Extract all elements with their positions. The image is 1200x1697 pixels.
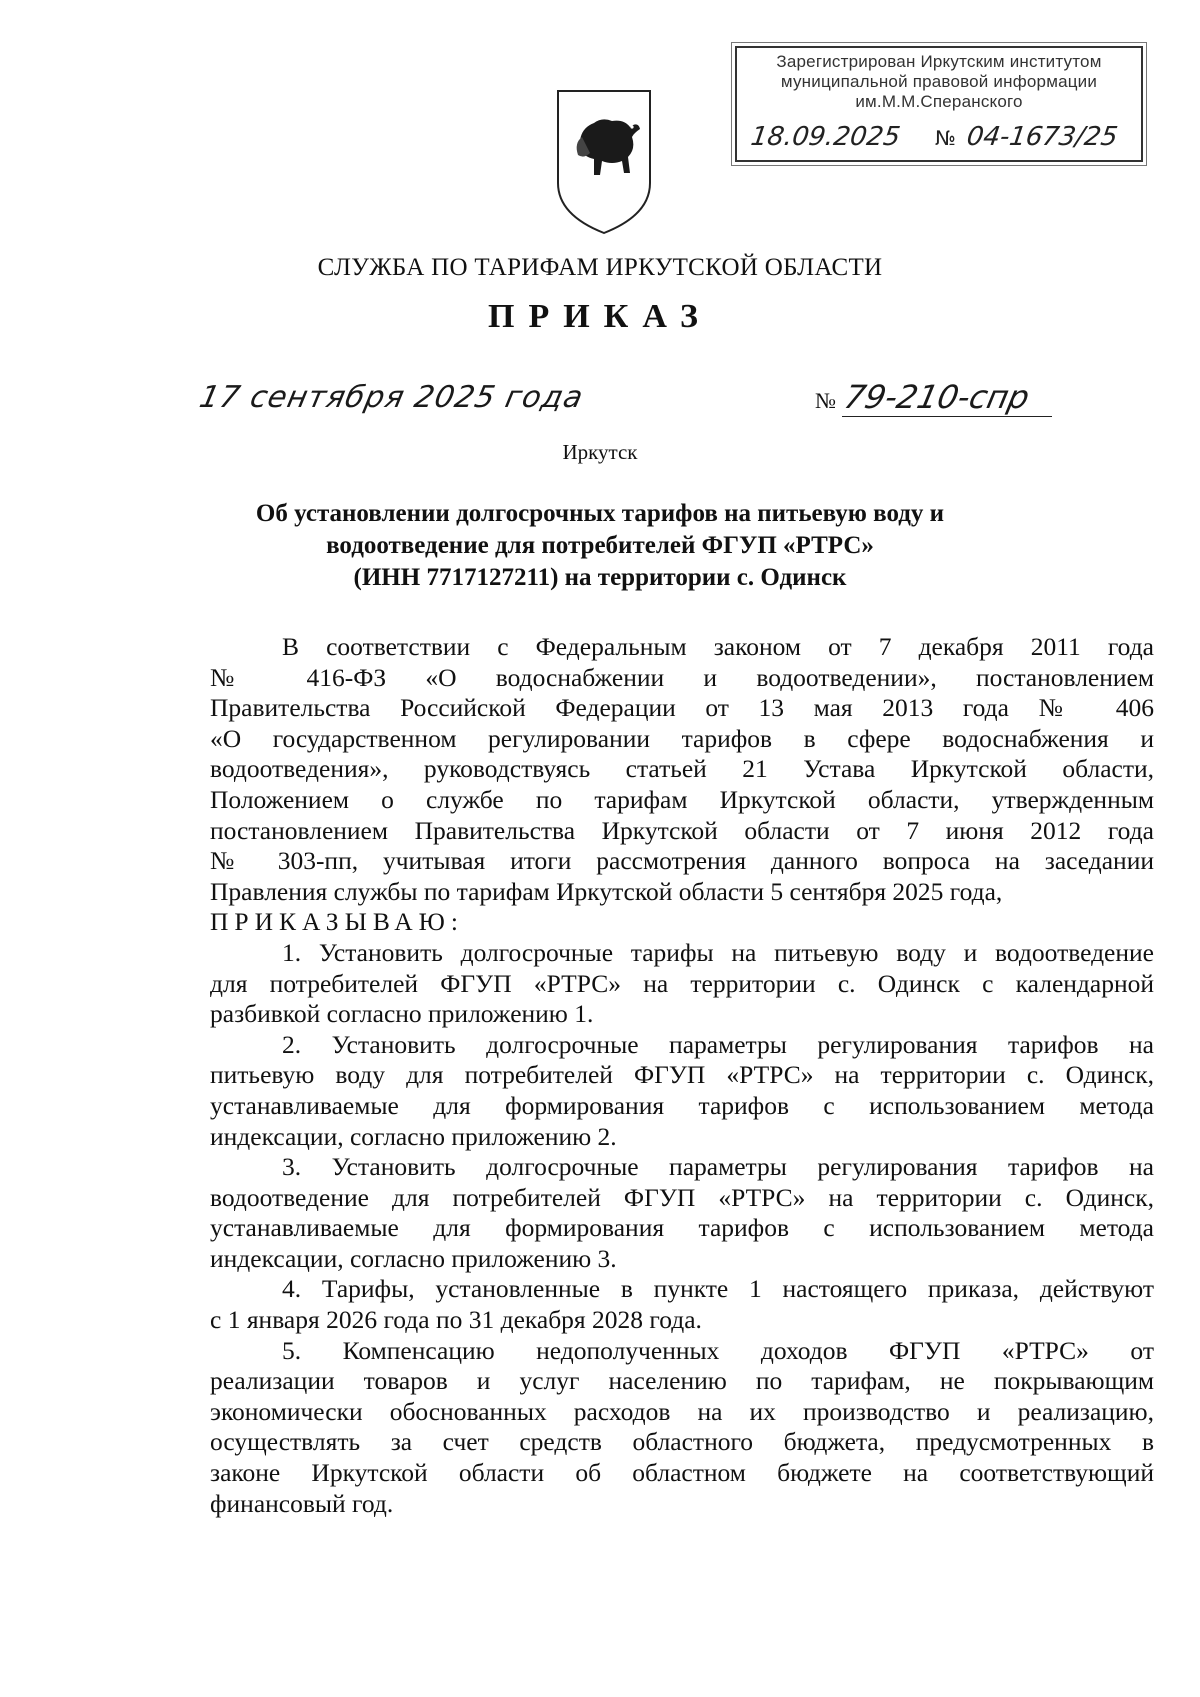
stamp-line-3: им.М.М.Сперанского bbox=[855, 92, 1023, 111]
title-line: Об установлении долгосрочных тарифов на питьевую воду и bbox=[255, 500, 945, 527]
body-text-line: осуществлять за счет средств областного бюджета, предусмотренных в bbox=[210, 1427, 1154, 1457]
body-text-line: Правления службы по тарифам Иркутской области 5 сентября 2025 года, bbox=[210, 876, 1003, 906]
stamp-registration bbox=[745, 122, 1133, 156]
stamp-reg-date: 18.09.2025 bbox=[748, 122, 902, 152]
body-text-line: В соответствии с Федеральным законом от 7 декабря 2011 года bbox=[282, 632, 1154, 661]
stamp-reg-number: 04-1673/25 bbox=[964, 122, 1120, 152]
body-text-line: постановлением Правительства Иркутской области от 7 июня 2012 года bbox=[210, 815, 1154, 845]
body-text-line: № 303-пп, учитывая итоги рассмотрения данного вопроса на заседании bbox=[210, 846, 1154, 876]
stamp-line-1: Зарегистрирован Иркутским институтом bbox=[776, 52, 1102, 71]
body-text-line: Правительства Российской Федерации от 13 мая 2013 года № 406 bbox=[210, 693, 1154, 723]
body-text-line: ПРИКАЗЫВАЮ: bbox=[210, 907, 464, 937]
body-text-line: 2. Установить долгосрочные параметры регулирования тарифов на bbox=[282, 1029, 1154, 1059]
title-line: (ИНН 7717127211) на территории с. Одинск bbox=[353, 564, 847, 591]
body-text-line: «О государственном регулировании тарифов в сфере водоснабжения и bbox=[210, 723, 1154, 753]
body-text-line: устанавливаемые для формирования тарифов с использованием метода bbox=[210, 1090, 1154, 1120]
body-text-line: 3. Установить долгосрочные параметры регулирования тарифов на bbox=[282, 1152, 1154, 1182]
body-text-line: экономически обоснованных расходов на их производство и реализацию, bbox=[210, 1396, 1154, 1426]
title-line: водоотведение для потребителей ФГУП «РТРС» bbox=[326, 532, 874, 559]
body-text-line: индексации, согласно приложению 2. bbox=[210, 1121, 617, 1151]
body-text-line: разбивкой согласно приложению 1. bbox=[210, 999, 594, 1029]
body-text-line: 5. Компенсацию недополученных доходов ФГУП «РТРС» от bbox=[282, 1335, 1154, 1365]
body-text-line: законе Иркутской области об областном бюджете на соответствующий bbox=[210, 1458, 1154, 1488]
stamp-number-label: № bbox=[935, 126, 956, 150]
body-text-line: Положением о службе по тарифам Иркутской области, утвержденным bbox=[210, 784, 1154, 814]
body-text-line: с 1 января 2026 года по 31 декабря 2028 года. bbox=[210, 1305, 702, 1335]
order-number-label: № bbox=[815, 388, 836, 413]
body-text-line: индексации, согласно приложению 3. bbox=[210, 1243, 617, 1273]
registration-stamp bbox=[735, 46, 1143, 162]
stamp-line-2: муниципальной правовой информации bbox=[780, 72, 1098, 91]
document-body bbox=[210, 632, 1154, 1519]
body-text-line: для потребителей ФГУП «РТРС» на территории с. Одинск с календарной bbox=[210, 968, 1154, 998]
body-text-line: 1. Установить долгосрочные тарифы на питьевую воду и водоотведение bbox=[282, 937, 1154, 967]
order-number-underline bbox=[842, 416, 1052, 417]
body-text-line: 4. Тарифы, установленные в пункте 1 настоящего приказа, действуют bbox=[282, 1274, 1154, 1304]
coat-of-arms-emblem bbox=[554, 87, 654, 237]
body-text-line: водоотведение для потребителей ФГУП «РТРС» на территории с. Одинск, bbox=[210, 1182, 1154, 1212]
handwritten-date: 17 сентября 2025 года bbox=[196, 380, 587, 415]
body-text-line: питьевую воду для потребителей ФГУП «РТРС» на территории с. Одинск, bbox=[210, 1060, 1154, 1090]
body-text-line: водоотведения», руководствуясь статьей 21 Устава Иркутской области, bbox=[210, 754, 1154, 784]
document-title bbox=[200, 498, 1000, 594]
body-text-line: финансовый год. bbox=[210, 1488, 394, 1518]
handwritten-order-number: 79-210-спр bbox=[840, 378, 1033, 416]
city: Иркутск bbox=[562, 440, 638, 464]
body-text-line: устанавливаемые для формирования тарифов с использованием метода bbox=[210, 1213, 1154, 1243]
document-type: ПРИКАЗ bbox=[488, 298, 712, 335]
body-text-line: реализации товаров и услуг населению по тарифам, не покрывающим bbox=[210, 1366, 1154, 1396]
organization-name: СЛУЖБА ПО ТАРИФАМ ИРКУТСКОЙ ОБЛАСТИ bbox=[317, 254, 883, 281]
body-text-line: № 416-ФЗ «О водоснабжении и водоотведении», постановлением bbox=[210, 662, 1154, 692]
